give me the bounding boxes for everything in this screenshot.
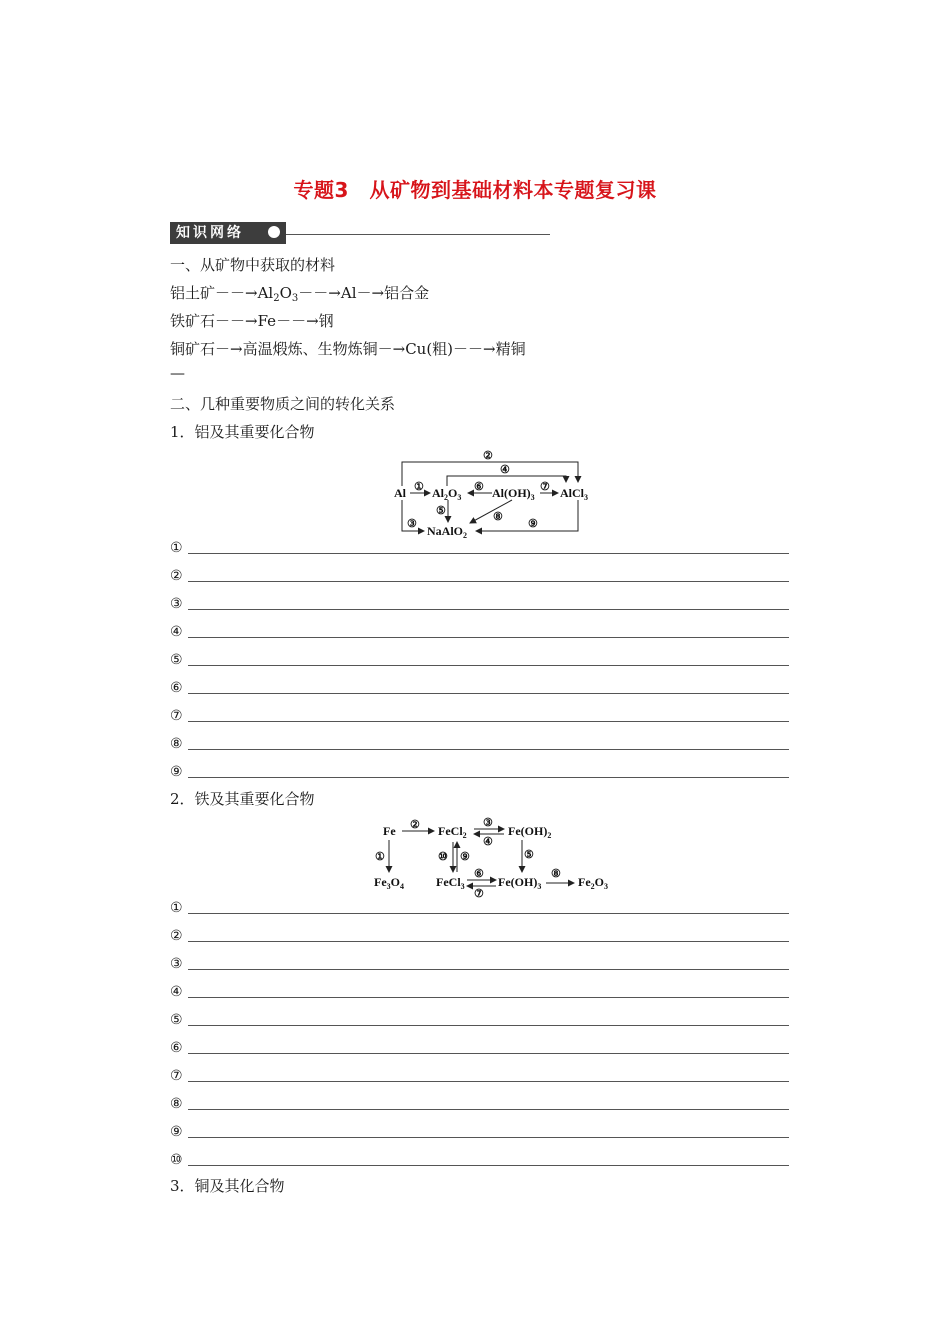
blank-number: ⑧ [170, 1096, 183, 1112]
node-aloh3: $Al(OH)_3$ [492, 486, 535, 502]
label: ④ [500, 464, 510, 476]
blank-number: ⑥ [170, 1040, 183, 1056]
route-product: 精铜 [495, 340, 526, 358]
node-fecl2: FeCl$_2$ [438, 824, 467, 840]
blank-number: ⑩ [170, 1152, 183, 1168]
aluminum-heading: 1．铝及其重要化合物 [170, 423, 315, 441]
label: ⑦ [474, 888, 484, 900]
node-fecl3: FeCl$_3$ [436, 875, 465, 891]
answer-blank[interactable] [170, 1096, 789, 1112]
dash-mark: — [170, 364, 185, 382]
label: ⑩ [438, 851, 448, 863]
label: ② [410, 819, 420, 831]
blank-number: ① [170, 540, 183, 556]
blank-number: ⑨ [170, 764, 183, 780]
answer-blank[interactable] [170, 1040, 789, 1056]
part1-heading: 一、从矿物中获取的材料 [170, 256, 336, 274]
label: ⑨ [460, 851, 470, 863]
answer-blank[interactable] [170, 928, 789, 944]
formula: Fe [257, 312, 277, 330]
label: ⑥ [474, 481, 484, 493]
blank-number: ① [170, 900, 183, 916]
answer-blank[interactable] [170, 1012, 789, 1028]
blank-number: ③ [170, 956, 183, 972]
blank-number: ⑤ [170, 652, 183, 668]
route-product: 钢 [318, 312, 334, 330]
label: ⑦ [540, 481, 550, 493]
underline [188, 913, 789, 914]
route-source: 铁矿石 [170, 312, 216, 330]
blank-number: ② [170, 568, 183, 584]
page-title: 专题3 从矿物到基础材料本专题复习课 [293, 178, 657, 202]
node-fe: Fe [383, 824, 396, 838]
label: ⑧ [551, 868, 561, 880]
underline [188, 1081, 789, 1082]
node-feoh2: $Fe(OH)_2$ [508, 824, 552, 840]
answer-blank[interactable] [170, 1152, 789, 1168]
part2-heading: 二、几种重要物质之间的转化关系 [170, 395, 396, 413]
answer-blank[interactable] [170, 1124, 789, 1140]
label: ⑤ [524, 849, 534, 861]
dashed-arrow-icon: －－→ [298, 284, 341, 302]
label: ⑤ [436, 505, 446, 517]
answer-blank[interactable] [170, 900, 789, 916]
blank-number: ③ [170, 596, 183, 612]
formula: O [279, 284, 292, 302]
answer-blank[interactable] [170, 984, 789, 1000]
underline [188, 1165, 789, 1166]
blank-number: ⑧ [170, 736, 183, 752]
label: ① [375, 851, 385, 863]
iron-heading: 2．铁及其重要化合物 [170, 790, 315, 808]
route-product: 铝合金 [384, 284, 430, 302]
underline [188, 969, 789, 970]
node-naalo2: NaAlO$_2$ [427, 524, 467, 540]
subscript: 3 [291, 293, 299, 304]
node-fe2o3: $Fe_2O_3$ [578, 875, 608, 891]
blank-number: ⑦ [170, 1068, 183, 1084]
dashed-arrow-icon: －－→ [276, 312, 319, 330]
route-source: 铜矿石 [170, 340, 216, 358]
blank-number: ⑨ [170, 1124, 183, 1140]
node-feoh3: $Fe(OH)_3$ [498, 875, 542, 891]
blank-number: ⑤ [170, 1012, 183, 1028]
label: ⑨ [528, 518, 538, 530]
dashed-arrow-icon: －－→ [453, 340, 496, 358]
label: ④ [483, 836, 493, 848]
dashed-arrow-icon: －→ [356, 284, 385, 302]
label: ⑥ [474, 868, 484, 880]
answer-blank[interactable] [170, 1068, 789, 1084]
node-al: Al [394, 486, 406, 500]
underline [188, 997, 789, 998]
dashed-arrow-icon: －→ [215, 340, 243, 358]
node-fe3o4: $Fe_3O_4$ [374, 875, 404, 891]
underline [188, 1109, 789, 1110]
formula: Al [340, 284, 357, 302]
blank-number: ⑥ [170, 680, 183, 696]
blank-number: ④ [170, 624, 183, 640]
route-source: 铝土矿 [170, 284, 216, 302]
subscript: 2 [273, 293, 280, 304]
dashed-arrow-icon: －→ [377, 340, 406, 358]
label: ③ [407, 518, 417, 530]
route-step: 高温煅炼、生物炼铜 [242, 340, 378, 358]
node-al2o3: $Al_2O_3$ [432, 486, 462, 502]
underline [188, 1053, 789, 1054]
label: ③ [483, 817, 493, 829]
blank-number: ④ [170, 984, 183, 1000]
underline [188, 1137, 789, 1138]
label: ① [414, 481, 424, 493]
label: ⑧ [493, 511, 503, 523]
copper-heading: 3．铜及其化合物 [170, 1177, 285, 1195]
node-alcl3: AlCl$_3$ [560, 486, 588, 502]
underline [188, 941, 789, 942]
dashed-arrow-icon: －－→ [215, 312, 258, 330]
answer-blank[interactable] [170, 956, 789, 972]
blank-number: ② [170, 928, 183, 944]
formula: Cu(粗) [405, 340, 454, 358]
blank-number: ⑦ [170, 708, 183, 724]
underline [188, 1025, 789, 1026]
dashed-arrow-icon: －－→ [215, 284, 258, 302]
formula: Al [257, 284, 274, 302]
section-badge: 知识网络 [170, 222, 286, 244]
label: ② [483, 450, 493, 462]
